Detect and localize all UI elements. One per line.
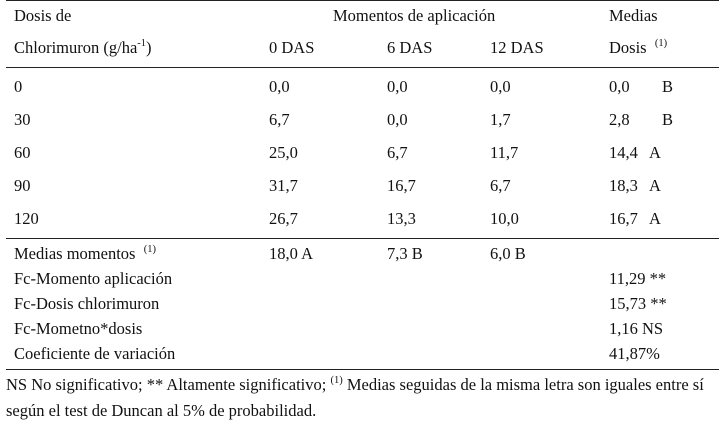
header-means-line2: Dosis $^{(1)}$ xyxy=(609,38,668,57)
bottom-rule xyxy=(6,369,719,370)
header-rule xyxy=(6,67,719,68)
table-footnote: NS No significativo; ** Altamente significativo; $^{(1)}$ Medias seguidas de la misma letra son iguales entre sí según el test de Duncan al 5% de probabilidad. xyxy=(6,375,704,420)
header-group-label: Momentos de aplicación xyxy=(333,6,496,25)
body-rule xyxy=(6,238,719,239)
header-dose-line1: Dosis de xyxy=(14,6,72,25)
header-means-line1: Medias xyxy=(609,6,658,25)
top-rule xyxy=(6,0,719,1)
header-moment-6: 6 DAS xyxy=(387,38,433,57)
header-moment-0: 0 DAS xyxy=(269,38,315,57)
header-dose-line2: Chlorimuron $(g/ha^{-1})$ xyxy=(14,38,152,57)
header-moment-12: 12 DAS xyxy=(490,38,544,57)
